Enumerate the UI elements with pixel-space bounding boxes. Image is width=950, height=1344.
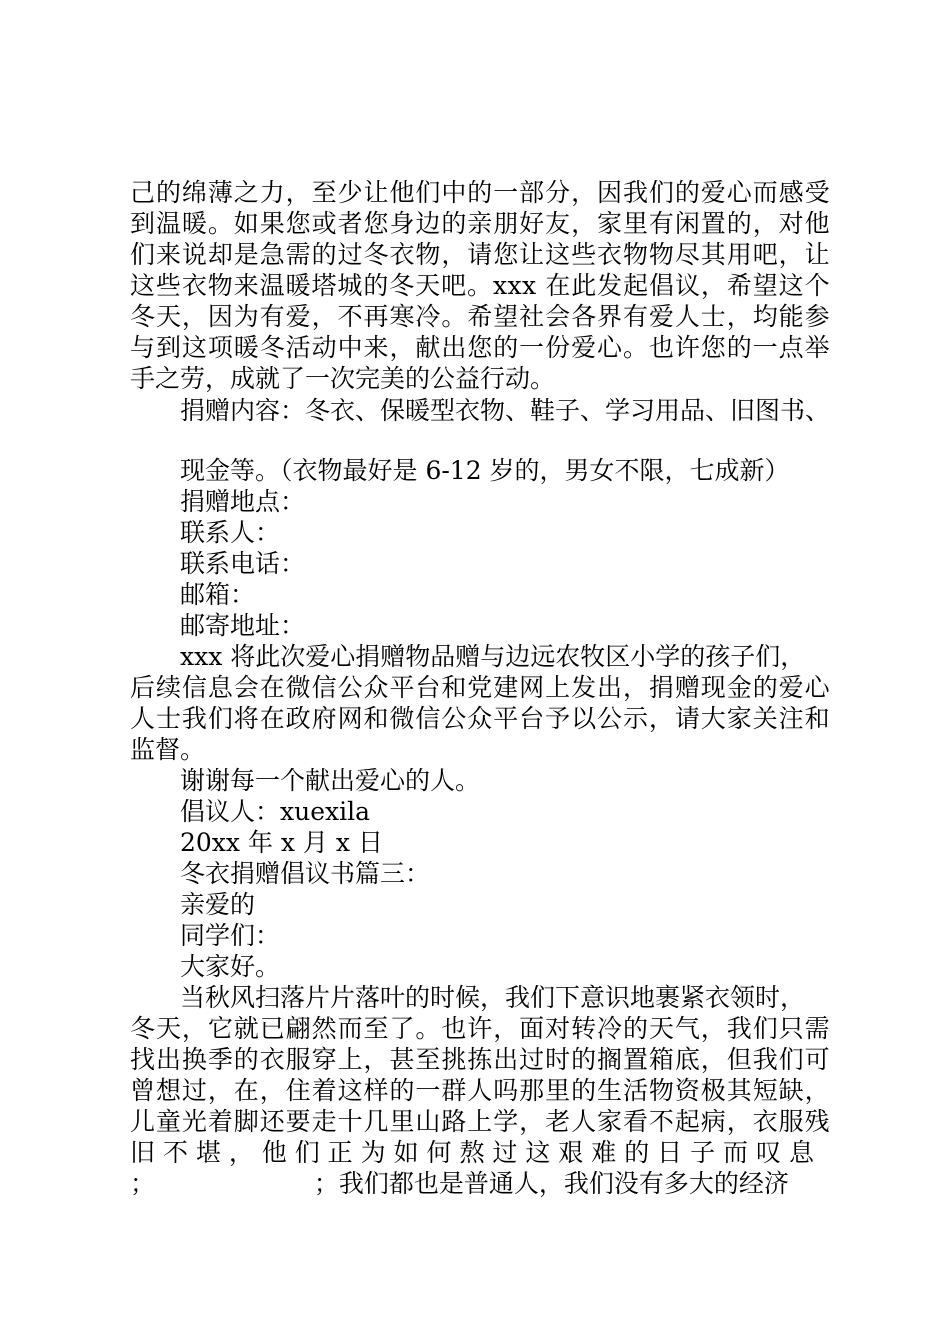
donation-location-label: 捐赠地点： bbox=[180, 487, 306, 516]
body-line: 曾想过，在，住着这样的一群人吗那里的生活物资极其短缺， bbox=[130, 1076, 830, 1105]
body-line: 冬天，它就已翩然而至了。也许，面对转冷的天气，我们只需 bbox=[130, 1014, 830, 1043]
salutation-line: 同学们： bbox=[180, 921, 281, 950]
body-line: 找出换季的衣服穿上，甚至挑拣出过时的搁置箱底，但我们可 bbox=[130, 1045, 830, 1074]
body-line: 儿童光着脚还要走十几里山路上学，老人家看不起病，衣服残 bbox=[130, 1107, 830, 1136]
greeting-line: 大家好。 bbox=[180, 952, 281, 981]
thanks-line: 谢谢每一个献出爱心的人。 bbox=[180, 766, 481, 795]
body-line: 监督。 bbox=[130, 735, 206, 764]
body-line: 冬天，因为有爱，不再寒冷。希望社会各界有爱人士，均能参 bbox=[130, 302, 830, 331]
body-line: 后续信息会在微信公众平台和党建网上发出，捐赠现金的爱心 bbox=[130, 673, 830, 702]
body-line: 手之劳，成就了一次完美的公益行动。 bbox=[130, 364, 556, 393]
body-line: ； ；我们都也是普通人，我们没有多大的经济 bbox=[130, 1169, 789, 1198]
body-line: 到温暖。如果您或者您身边的亲朋好友，家里有闲置的，对他 bbox=[130, 209, 830, 238]
contact-phone-label: 联系电话： bbox=[180, 549, 306, 578]
salutation-line: 亲爱的 bbox=[180, 890, 256, 919]
body-line: xxx 将此次爱心捐赠物品赠与边远农牧区小学的孩子们， bbox=[180, 642, 806, 671]
email-label: 邮箱： bbox=[180, 580, 256, 609]
date-line: 20xx 年 x 月 x 日 bbox=[180, 828, 383, 857]
body-line: 己的绵薄之力，至少让他们中的一部分，因我们的爱心而感受 bbox=[130, 178, 830, 207]
initiator-line: 倡议人：xuexila bbox=[180, 797, 370, 826]
body-line: 当秋风扫落片片落叶的时候，我们下意识地裹紧衣领时， bbox=[180, 983, 806, 1012]
body-line: 与到这项暖冬活动中来，献出您的一份爱心。也许您的一点举 bbox=[130, 333, 830, 362]
donation-content-line: 现金等。（衣物最好是 6-12 岁的，男女不限，七成新） bbox=[180, 456, 790, 485]
donation-content-line: 捐赠内容：冬衣、保暖型衣物、鞋子、学习用品、旧图书、 bbox=[180, 396, 831, 425]
body-line: 们来说却是急需的过冬衣物，请您让这些衣物物尽其用吧，让 bbox=[130, 240, 830, 269]
contact-person-label: 联系人： bbox=[180, 518, 281, 547]
body-line: 旧 不 堪 ， 他 们 正 为 如 何 熬 过 这 艰 难 的 日 子 而 叹 息 bbox=[130, 1138, 814, 1167]
mailing-address-label: 邮寄地址： bbox=[180, 611, 306, 640]
body-line: 人士我们将在政府网和微信公众平台予以公示，请大家关注和 bbox=[130, 704, 830, 733]
body-line: 这些衣物来温暖塔城的冬天吧。xxx 在此发起倡议，希望这个 bbox=[130, 271, 830, 300]
section-heading: 冬衣捐赠倡议书篇三： bbox=[180, 859, 431, 888]
